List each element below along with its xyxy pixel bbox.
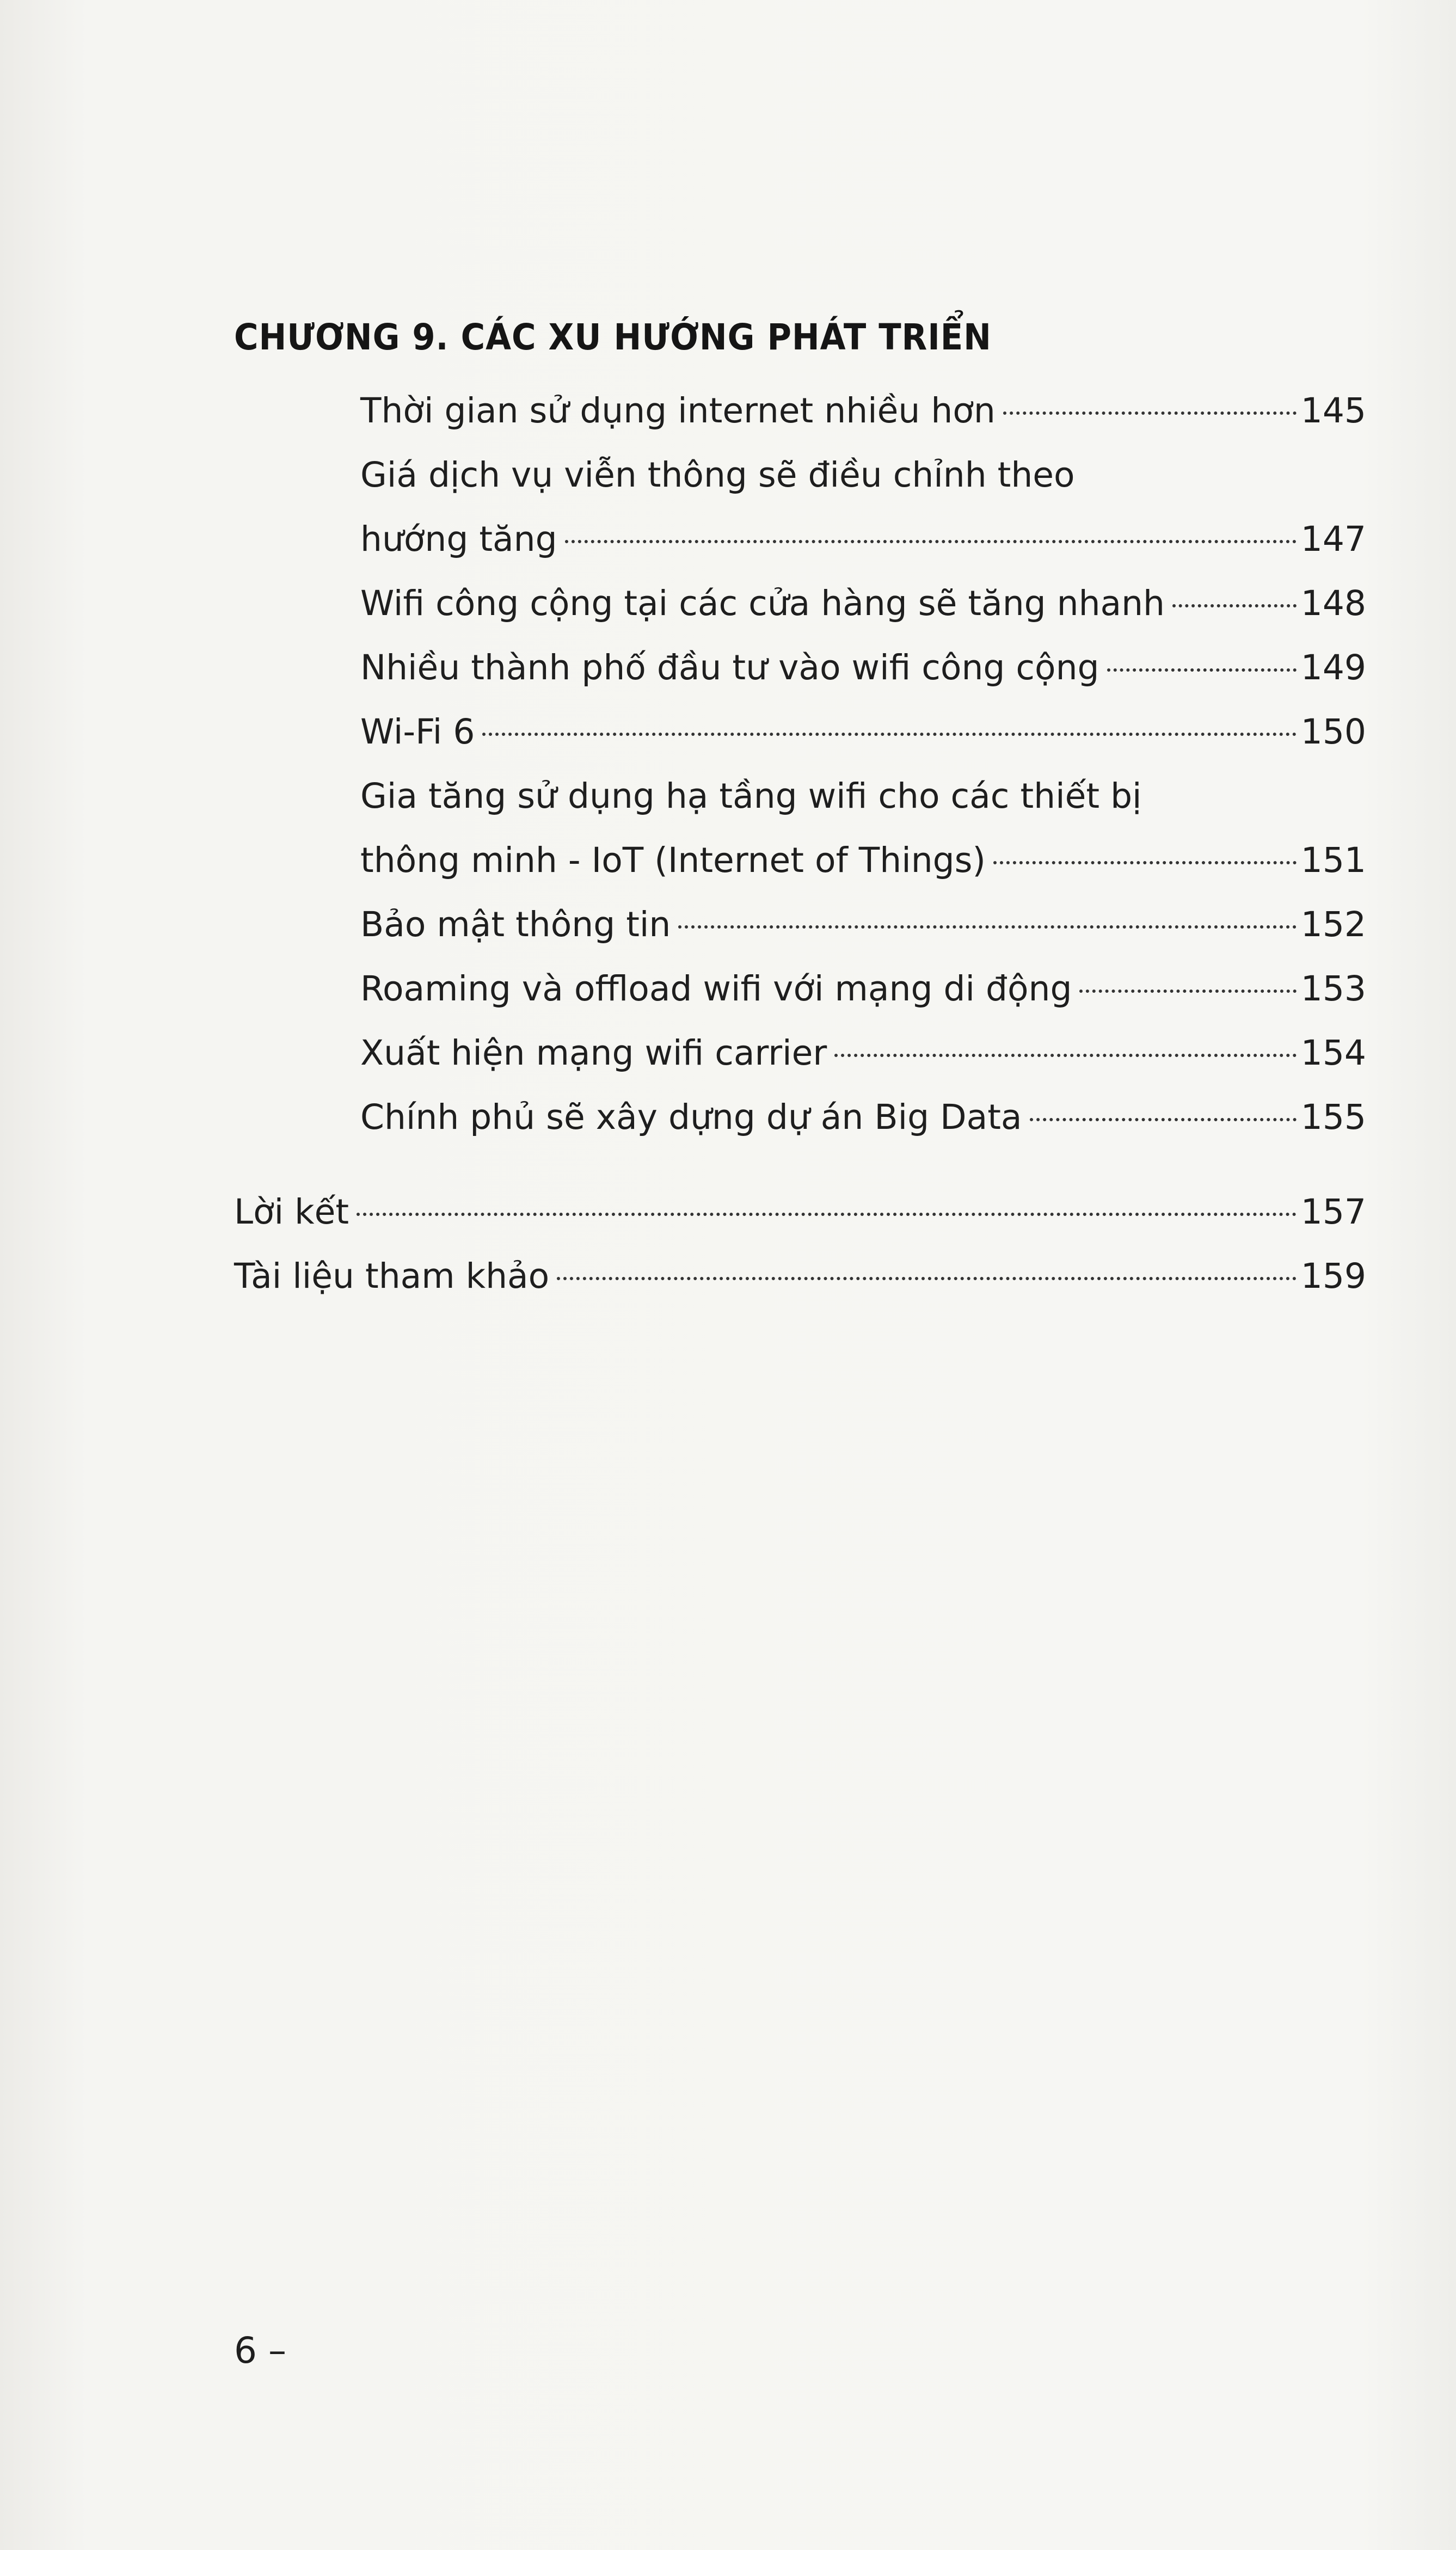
toc-entry <box>234 828 1366 893</box>
page-number: 6 – <box>234 2330 286 2371</box>
toc-entry-page: 145 <box>1300 391 1366 431</box>
dot-leader <box>482 733 1296 736</box>
toc-entry <box>234 700 1366 764</box>
toc-entry <box>234 1085 1366 1150</box>
toc-entry-text: Lời kết <box>234 1192 349 1232</box>
toc-entry-page: 152 <box>1300 905 1366 944</box>
toc-entry-text: hướng tăng <box>360 519 557 559</box>
toc-entry-page: 148 <box>1300 583 1366 623</box>
toc-entry-page: 159 <box>1300 1256 1366 1296</box>
toc-entry-text-line1: Gia tăng sử dụng hạ tầng wifi cho các thiết bị <box>360 776 1142 816</box>
toc-entry-text: Xuất hiện mạng wifi carrier <box>360 1033 827 1073</box>
toc-entry-page: 154 <box>1300 1033 1366 1073</box>
toc-entry-text-line1: Giá dịch vụ viễn thông sẽ điều chỉnh theo <box>360 455 1075 495</box>
toc-entry-text: Wi-Fi 6 <box>360 712 475 752</box>
toc-entry-page: 155 <box>1300 1097 1366 1137</box>
toc-entry <box>234 893 1366 957</box>
toc-entry-page: 153 <box>1300 969 1366 1009</box>
toc-entry-text: Roaming và offload wifi với mạng di động <box>360 969 1072 1009</box>
toc-entry-references <box>234 1244 1366 1308</box>
toc-entry-text: Nhiều thành phố đầu tư vào wifi công cộng <box>360 648 1099 687</box>
toc-entry <box>234 379 1366 443</box>
toc-entry <box>234 572 1366 636</box>
dot-leader <box>678 925 1296 929</box>
toc-entry-text: Thời gian sử dụng internet nhiều hơn <box>360 391 996 431</box>
toc-entry-page: 157 <box>1300 1192 1366 1232</box>
toc-entry-closing <box>234 1180 1366 1244</box>
section-spacer <box>234 1150 1366 1180</box>
dot-leader <box>993 861 1297 864</box>
dot-leader <box>1079 990 1296 993</box>
toc-entry-text: Wifi công cộng tại các cửa hàng sẽ tăng nhanh <box>360 583 1165 623</box>
toc-entry-text: Tài liệu tham khảo <box>234 1256 550 1296</box>
table-of-contents <box>234 310 1366 1308</box>
dot-leader <box>1030 1118 1297 1121</box>
toc-entry <box>234 1021 1366 1085</box>
toc-entry <box>234 957 1366 1021</box>
toc-entry-page: 147 <box>1300 519 1366 559</box>
dot-leader <box>565 540 1297 543</box>
dot-leader <box>1172 604 1297 607</box>
toc-entry-text: Chính phủ sẽ xây dựng dự án Big Data <box>360 1097 1022 1137</box>
dot-leader <box>1107 668 1297 672</box>
toc-entry <box>234 636 1366 700</box>
toc-entry <box>234 507 1366 572</box>
toc-entry-text: Bảo mật thông tin <box>360 905 671 944</box>
toc-entry-page: 149 <box>1300 648 1366 687</box>
chapter-title: CHƯƠNG 9. CÁC XU HƯỚNG PHÁT TRIỂN <box>234 316 992 358</box>
dot-leader <box>834 1054 1296 1057</box>
toc-entry-page: 150 <box>1300 712 1366 752</box>
toc-entry-page: 151 <box>1300 840 1366 880</box>
toc-entry-text: thông minh - IoT (Internet of Things) <box>360 840 986 880</box>
dot-leader <box>357 1213 1297 1216</box>
dot-leader <box>1003 411 1297 415</box>
dot-leader <box>557 1277 1297 1280</box>
